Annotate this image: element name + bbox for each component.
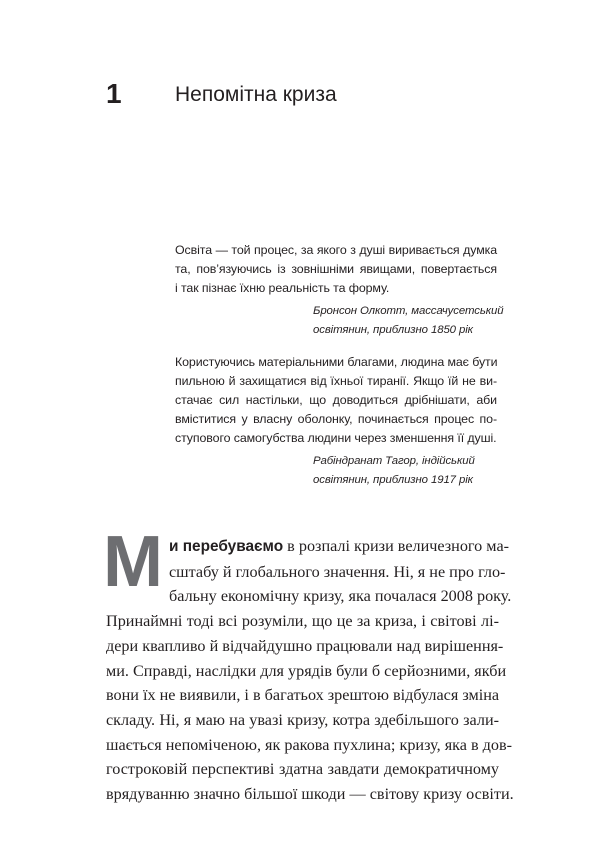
body-line: бальну економічну кризу, яка почалася 2008 року. — [169, 587, 512, 606]
chapter-number: 1 — [106, 78, 122, 109]
epigraph-line: вміститися у власну оболонку, починається процес по- — [175, 412, 497, 426]
drop-cap: М — [103, 522, 163, 602]
chapter-title: Непомітна криза — [175, 83, 337, 106]
body-line: складу. Ні, я маю на увазі кризу, котра здебільшого зали- — [106, 710, 499, 729]
epigraph-attribution: освітянин, приблизно 1850 рік — [313, 324, 473, 336]
epigraph-line: та, пов’язуючись із зовнішніми явищами, повертається — [175, 262, 497, 276]
epigraph-line: і так пізнає їхню реальність та форму. — [175, 281, 390, 295]
epigraph-line: ступового самогубства людини через зменшення її душі. — [175, 431, 497, 445]
lead-bold-text: и перебуваємо — [169, 538, 284, 555]
body-line: гостроковій перспективі здатна завдати демократичному — [106, 760, 499, 779]
body-line: Принаймні тоді всі розуміли, що це за криза, і світові лі- — [106, 612, 499, 631]
epigraph-attribution: Бронсон Олкотт, массачусетський — [313, 305, 504, 317]
epigraph-line: Користуючись матеріальними благами, людина має бути — [175, 355, 498, 369]
epigraph-attribution: освітянин, приблизно 1917 рік — [313, 474, 473, 486]
body-line: шається непоміченою, як ракова пухлина; кризу, яка в дов- — [106, 735, 513, 754]
epigraph-olcott — [175, 241, 504, 340]
body-paragraph — [106, 534, 514, 807]
body-line: сштабу й глобального значення. Ні, я не про гло- — [169, 562, 506, 581]
epigraph-line: стачає сил настільки, що доводиться дрібнішати, аби — [175, 393, 497, 407]
epigraph-line: Освіта — той процес, за якого з душі виривається думка — [175, 243, 497, 257]
body-line: ми. Справді, наслідки для урядів були б серйозними, якби — [106, 661, 507, 680]
body-line-text: в розпалі кризи величезного ма- — [283, 537, 510, 555]
body-line: вони їх не виявили, і в багатьох зрештою відбулася зміна — [106, 686, 500, 705]
body-line — [106, 534, 510, 560]
epigraph-line: пильною й захищатися від їхньої тиранії. Якщо їй не ви- — [175, 374, 497, 388]
epigraph-attribution: Рабіндранат Тагор, індійський — [313, 455, 475, 467]
epigraph-tagore — [175, 353, 497, 490]
body-line: дери квапливо й відчайдушно працювали над вирішення- — [106, 636, 504, 655]
body-line: врядуванню значно більшої шкоди — світову кризу освіти. — [106, 785, 514, 804]
